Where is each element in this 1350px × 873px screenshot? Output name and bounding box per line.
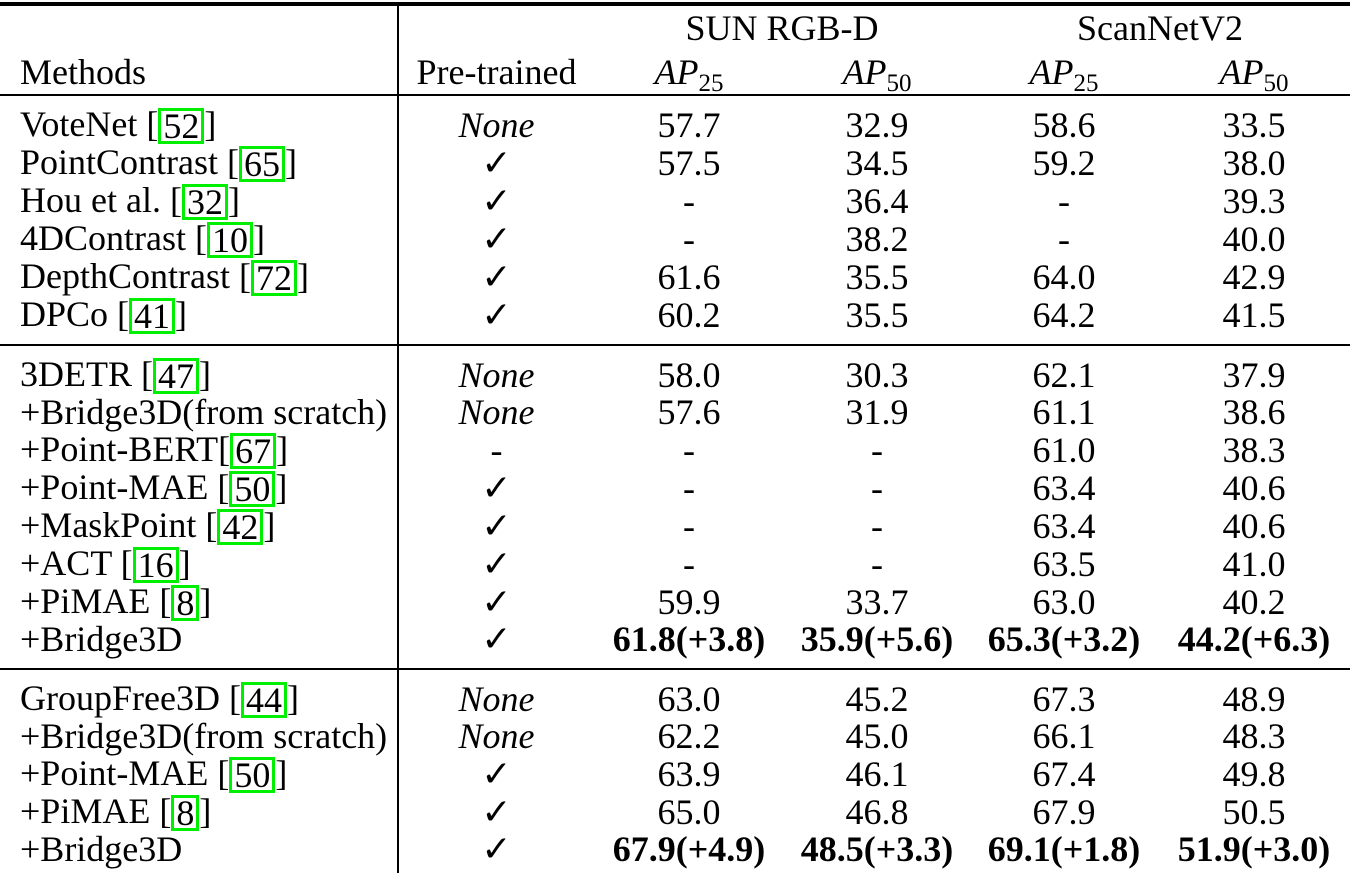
citation: [ 41 ] — [108, 294, 188, 336]
citation-link[interactable]: 32 — [182, 184, 228, 220]
method-label: 4DContrast — [20, 218, 186, 258]
metric-value: 40.6 — [1222, 467, 1286, 508]
citation: [ 52 ] — [137, 104, 217, 146]
pretrained-cell: None — [458, 678, 535, 719]
citation-link[interactable]: 8 — [171, 585, 199, 621]
ap-label: AP — [842, 51, 887, 92]
metric-value: 63.9 — [657, 753, 721, 794]
method-label: VoteNet — [20, 104, 138, 144]
table-row — [0, 345, 1350, 394]
method-label: DepthContrast — [20, 256, 230, 296]
metric-value: - — [683, 429, 695, 470]
metric-value: - — [683, 467, 695, 508]
section-baselines — [0, 95, 1350, 345]
method-label: +Point-BERT — [20, 429, 219, 469]
citation: [ 42 ] — [196, 505, 276, 547]
column-header-methods: Methods — [0, 50, 398, 95]
method-cell — [0, 182, 398, 220]
citation: [ 16 ] — [111, 543, 191, 585]
column-header-ap25-scannetv2 — [970, 50, 1158, 95]
metric-value: 57.6 — [657, 392, 721, 432]
metric-value: 40.0 — [1222, 218, 1286, 259]
metric-value: 63.4 — [1032, 505, 1096, 546]
pretrained-cell: None — [458, 392, 535, 432]
metric-value: 48.3 — [1222, 716, 1286, 756]
metric-value: 38.6 — [1222, 392, 1286, 432]
metric-value: 67.9(+4.9) — [612, 829, 766, 869]
metric-value: 36.4 — [845, 180, 909, 221]
table-row — [0, 95, 1350, 144]
metric-value: 49.8 — [1222, 753, 1286, 794]
table-row — [0, 258, 1350, 296]
ap-subscript: 25 — [1073, 69, 1099, 97]
metric-value: - — [683, 218, 695, 259]
method-cell — [0, 296, 398, 345]
citation: [ 44 ] — [219, 678, 299, 720]
pretrained-check-icon: ✓ — [481, 256, 512, 297]
method-label: 3DETR — [20, 354, 132, 394]
ap-label: AP — [654, 51, 699, 92]
table-row — [0, 583, 1350, 621]
table-row — [0, 296, 1350, 345]
method-cell — [0, 669, 398, 718]
method-label: PointContrast — [20, 142, 219, 182]
pretrained-check-icon: ✓ — [481, 180, 512, 221]
method-label: +Bridge3D — [20, 619, 183, 659]
method-label: +Point-MAE — [20, 753, 209, 793]
method-cell — [0, 545, 398, 583]
metric-value: 62.2 — [657, 716, 721, 756]
table-row — [0, 144, 1350, 182]
citation-link[interactable]: 8 — [171, 795, 199, 831]
metric-value: 46.8 — [845, 791, 909, 832]
metric-value: 61.1 — [1032, 392, 1096, 432]
citation: [ 32 ] — [160, 180, 240, 222]
method-cell — [0, 507, 398, 545]
ap-label: AP — [1029, 51, 1074, 92]
method-label: +Bridge3D(from scratch) — [20, 392, 388, 432]
metric-value: 66.1 — [1032, 716, 1096, 756]
metric-value: 51.9(+3.0) — [1177, 829, 1331, 869]
metric-value: 41.5 — [1222, 294, 1286, 335]
method-label: +PiMAE — [20, 791, 151, 831]
metric-value: 63.5 — [1032, 543, 1096, 584]
dataset-group-sunrgbd: SUN RGB-D — [685, 7, 879, 48]
metric-value: 34.5 — [845, 142, 909, 183]
table-row — [0, 394, 1350, 431]
citation-link[interactable]: 41 — [129, 298, 175, 334]
pretrained-check-icon: ✓ — [481, 294, 512, 335]
metric-value: 59.9 — [657, 581, 721, 622]
metric-value: 63.0 — [1032, 581, 1096, 622]
ap-subscript: 50 — [1263, 69, 1289, 97]
citation-link[interactable]: 47 — [153, 358, 199, 394]
metric-value: 32.9 — [845, 104, 909, 145]
metric-value: 60.2 — [657, 294, 721, 335]
pretrained-check-icon: ✓ — [481, 753, 512, 794]
metric-value: 31.9 — [845, 392, 909, 432]
metric-value: 38.3 — [1222, 429, 1286, 470]
section-3detr — [0, 345, 1350, 669]
metric-value: - — [683, 543, 695, 584]
metric-value: - — [683, 505, 695, 546]
table-row — [0, 469, 1350, 507]
table-row — [0, 755, 1350, 793]
metric-value: 63.0 — [657, 678, 721, 719]
column-header-ap50-scannetv2 — [1158, 50, 1350, 95]
method-cell — [0, 95, 398, 144]
ap-subscript: 50 — [886, 69, 912, 97]
table-row — [0, 718, 1350, 755]
table-header — [0, 4, 1350, 95]
method-label: +ACT — [20, 543, 112, 583]
metric-value: 61.6 — [657, 256, 721, 297]
pretrained-check-icon: ✓ — [481, 505, 512, 546]
citation: [ 65 ] — [218, 142, 298, 184]
metric-value: 61.0 — [1032, 429, 1096, 470]
pretrained-cell: - — [490, 429, 503, 470]
metric-value: 48.9 — [1222, 678, 1286, 719]
citation-link[interactable]: 10 — [207, 222, 253, 258]
pretrained-check-icon: ✓ — [481, 581, 512, 622]
method-cell — [0, 793, 398, 831]
results-table — [0, 2, 1350, 873]
citation-link[interactable]: 44 — [241, 682, 287, 718]
metric-value: 57.5 — [657, 142, 721, 183]
method-label: +MaskPoint — [20, 505, 197, 545]
method-cell — [0, 431, 398, 469]
dataset-group-scannetv2: ScanNetV2 — [1077, 7, 1243, 48]
citation: [ 50 ] — [208, 467, 288, 509]
citation: [ 10 ] — [186, 218, 265, 260]
metric-value: 45.0 — [845, 716, 909, 756]
column-header-pretrained: Pre-trained — [398, 50, 594, 95]
method-cell — [0, 220, 398, 258]
pretrained-check-icon: ✓ — [481, 543, 512, 584]
metric-value: 62.1 — [1032, 354, 1096, 395]
metric-value: 33.5 — [1222, 104, 1286, 145]
method-cell — [0, 258, 398, 296]
metric-value: 41.0 — [1222, 543, 1286, 584]
method-cell — [0, 144, 398, 182]
section-groupfree3d — [0, 669, 1350, 873]
method-cell — [0, 469, 398, 507]
table-row — [0, 831, 1350, 873]
metric-value: 61.8(+3.8) — [612, 619, 766, 659]
citation: [ 72 ] — [229, 256, 309, 298]
metric-value: 67.9 — [1032, 791, 1096, 832]
citation-link[interactable]: 67 — [230, 433, 276, 469]
method-cell — [0, 718, 398, 755]
citation: [ 47 ] — [132, 354, 211, 396]
metric-value: 37.9 — [1222, 354, 1286, 395]
method-label: +Point-MAE — [20, 467, 209, 507]
citation: [ 8 ] — [150, 581, 212, 623]
ap-subscript: 25 — [698, 69, 724, 97]
metric-value: - — [871, 543, 883, 584]
method-cell — [0, 621, 398, 669]
table-row — [0, 220, 1350, 258]
metric-value: 35.5 — [845, 294, 909, 335]
metric-value: 44.2(+6.3) — [1177, 619, 1331, 659]
metric-value: 42.9 — [1222, 256, 1286, 297]
method-label: +Bridge3D(from scratch) — [20, 716, 388, 756]
metric-value: 38.0 — [1222, 142, 1286, 183]
metric-value: - — [871, 429, 883, 470]
metric-value: 40.2 — [1222, 581, 1286, 622]
citation: [ 67 ] — [218, 429, 289, 471]
metric-value: - — [1058, 218, 1070, 259]
pretrained-check-icon: ✓ — [481, 829, 512, 869]
method-cell — [0, 755, 398, 793]
method-label: Hou et al. — [20, 180, 161, 220]
citation-link[interactable]: 52 — [158, 108, 204, 144]
citation-link[interactable]: 50 — [229, 471, 275, 507]
pretrained-check-icon: ✓ — [481, 619, 512, 659]
table-row — [0, 669, 1350, 718]
ap-label: AP — [1219, 51, 1264, 92]
table-row — [0, 545, 1350, 583]
metric-value: 57.7 — [657, 104, 721, 145]
citation-link[interactable]: 16 — [133, 547, 179, 583]
metric-value: 35.5 — [845, 256, 909, 297]
method-cell — [0, 831, 398, 873]
metric-value: 58.6 — [1032, 104, 1096, 145]
pretrained-check-icon: ✓ — [481, 142, 512, 183]
metric-value: 63.4 — [1032, 467, 1096, 508]
pretrained-cell: None — [458, 354, 535, 395]
pretrained-cell: None — [458, 104, 535, 145]
metric-value: 50.5 — [1222, 791, 1286, 832]
metric-value: - — [871, 467, 883, 508]
metric-value: 48.5(+3.3) — [800, 829, 954, 869]
method-label: GroupFree3D — [20, 678, 220, 718]
metric-value: 45.2 — [845, 678, 909, 719]
citation-link[interactable]: 42 — [217, 509, 263, 545]
metric-value: 33.7 — [845, 581, 909, 622]
citation-link[interactable]: 50 — [229, 757, 275, 793]
metric-value: 69.1(+1.8) — [987, 829, 1141, 869]
pretrained-check-icon: ✓ — [481, 218, 512, 259]
metric-value: 40.6 — [1222, 505, 1286, 546]
header-spacer — [398, 4, 594, 50]
column-header-ap25-sunrgbd — [594, 50, 784, 95]
citation: [ 8 ] — [150, 791, 212, 833]
column-header-row — [0, 50, 1350, 95]
method-label: +Bridge3D — [20, 829, 183, 869]
metric-value: 58.0 — [657, 354, 721, 395]
metric-value: 46.1 — [845, 753, 909, 794]
method-cell — [0, 345, 398, 394]
dataset-group-row — [0, 4, 1350, 50]
metric-value: 65.3(+3.2) — [987, 619, 1141, 659]
method-cell — [0, 394, 398, 431]
metric-value: 67.3 — [1032, 678, 1096, 719]
table-row — [0, 507, 1350, 545]
method-label: +PiMAE — [20, 581, 151, 621]
metric-value: 35.9(+5.6) — [800, 619, 954, 659]
pretrained-check-icon: ✓ — [481, 791, 512, 832]
method-cell — [0, 583, 398, 621]
metric-value: 30.3 — [845, 354, 909, 395]
table-row — [0, 793, 1350, 831]
metric-value: 64.2 — [1032, 294, 1096, 335]
citation: [ 50 ] — [208, 753, 288, 795]
metric-value: 39.3 — [1222, 180, 1286, 221]
table-row — [0, 431, 1350, 469]
citation-link[interactable]: 72 — [251, 260, 297, 296]
table-row — [0, 182, 1350, 220]
metric-value: 38.2 — [845, 218, 909, 259]
metric-value: 64.0 — [1032, 256, 1096, 297]
metric-value: - — [871, 505, 883, 546]
table-row — [0, 621, 1350, 669]
header-spacer — [0, 4, 398, 50]
pretrained-cell: None — [458, 716, 535, 756]
column-header-ap50-sunrgbd — [784, 50, 970, 95]
metric-value: - — [683, 180, 695, 221]
metric-value: - — [1058, 180, 1070, 221]
metric-value: 59.2 — [1032, 142, 1096, 183]
metric-value: 67.4 — [1032, 753, 1096, 794]
pretrained-check-icon: ✓ — [481, 467, 512, 508]
method-label: DPCo — [20, 294, 109, 334]
citation-link[interactable]: 65 — [239, 146, 285, 182]
metric-value: 65.0 — [657, 791, 721, 832]
